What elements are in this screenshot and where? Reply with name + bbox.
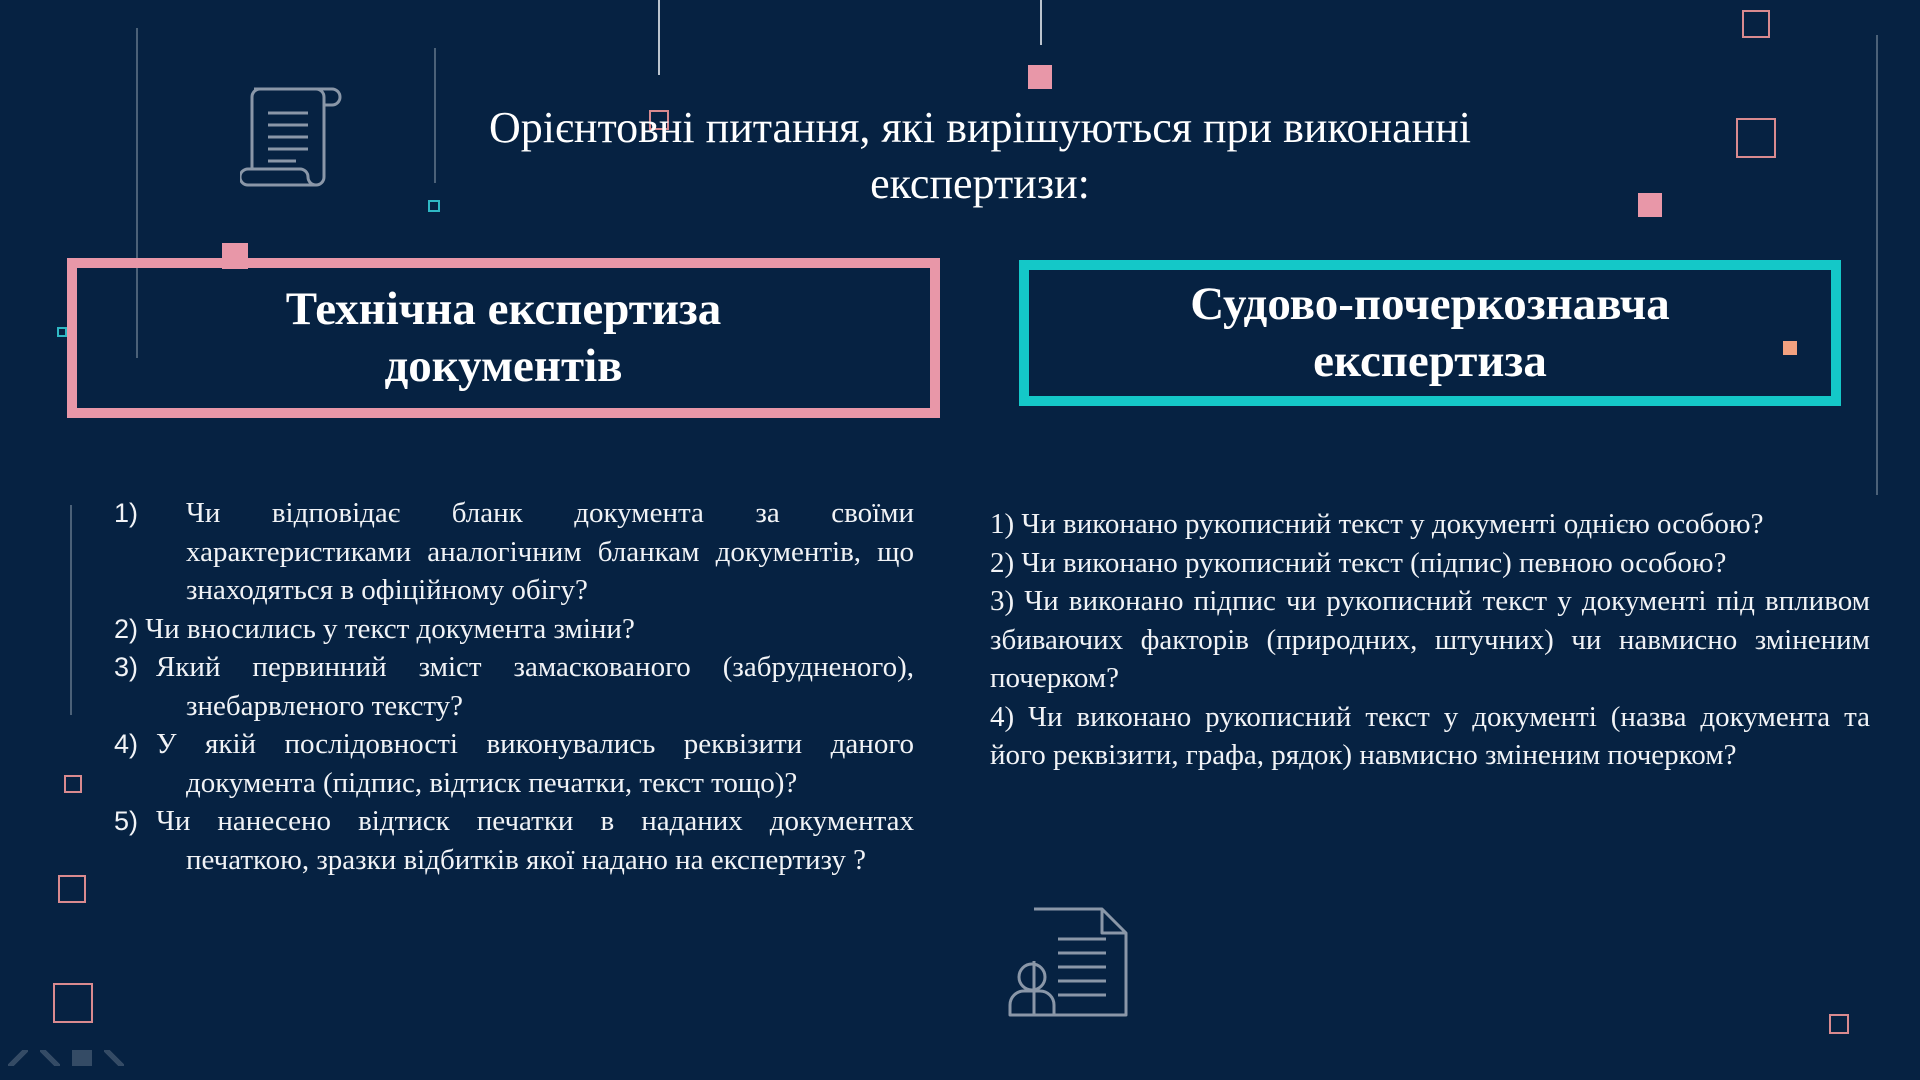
list-item: 3) Чи виконано підпис чи рукописний текст у документі під впливом збиваючих факторів (природних, штучних) чи навмисно зміненим почерком? — [990, 585, 1870, 694]
decor-square — [1028, 65, 1052, 89]
decor-square-outline — [53, 983, 93, 1023]
document-person-icon — [1006, 905, 1130, 1019]
slide-title-line2: експертизи: — [870, 159, 1090, 208]
decor-line — [70, 505, 72, 715]
slide-title-line1: Орієнтовні питання, які вирішуються при виконанні — [489, 103, 1471, 152]
slideshow-nav — [8, 1050, 124, 1066]
list-item: 5) Чи нанесено відтиск печатки в наданих документах печаткою, зразки відбитків якої надано на експертизу ? — [114, 805, 914, 876]
decor-line — [1876, 35, 1878, 495]
decor-square-outline — [58, 875, 86, 903]
technical-expertise-title-line2: документів — [384, 340, 623, 392]
slide-title — [420, 100, 1540, 212]
list-item: 2) Чи виконано рукописний текст (підпис) певною особою? — [990, 546, 1727, 579]
list-item: 3) Який первинний зміст замаскованого (забрудненого), знебарвленого тексту? — [114, 651, 914, 722]
handwriting-expertise-title-line1: Судово-почеркознавча — [1190, 278, 1670, 330]
decor-square-outline — [1736, 118, 1776, 158]
technical-expertise-box — [67, 258, 940, 418]
pen-icon[interactable] — [40, 1050, 60, 1066]
decor-line — [1040, 0, 1042, 45]
list-item: 1) Чи відповідає бланк документа за своїми характеристиками аналогічним бланкам документів, що знаходяться в офіційному обігу? — [114, 497, 914, 606]
list-item: 4) Чи виконано рукописний текст у документі (назва документа та його реквізити, графа, рядок) навмисно зміненим почерком? — [990, 700, 1870, 771]
decor-square-outline — [1829, 1014, 1849, 1034]
list-item: 1) Чи виконано рукописний текст у документі однією особою? — [990, 508, 1764, 540]
list-item: 2) Чи вносились у текст документа зміни? — [114, 612, 635, 645]
handwriting-expertise-box — [1019, 260, 1841, 406]
handwriting-expertise-title-line2: експертиза — [1313, 335, 1547, 387]
handwriting-questions-list — [990, 505, 1870, 775]
forward-arrow-icon[interactable] — [104, 1050, 124, 1066]
decor-square-outline — [1742, 10, 1770, 38]
decor-line — [658, 0, 660, 75]
back-arrow-icon[interactable] — [8, 1050, 28, 1066]
decor-square-outline — [64, 775, 82, 793]
scroll-icon — [240, 85, 348, 193]
list-item: 4) У якій послідовності виконувались реквізити даного документа (підпис, відтиск печатки, текст тощо)? — [114, 728, 914, 799]
decor-square — [1638, 193, 1662, 217]
menu-icon[interactable] — [72, 1050, 92, 1066]
technical-questions-list — [114, 494, 914, 879]
technical-expertise-title-line1: Технічна експертиза — [285, 283, 722, 335]
decor-square-outline — [57, 327, 67, 337]
